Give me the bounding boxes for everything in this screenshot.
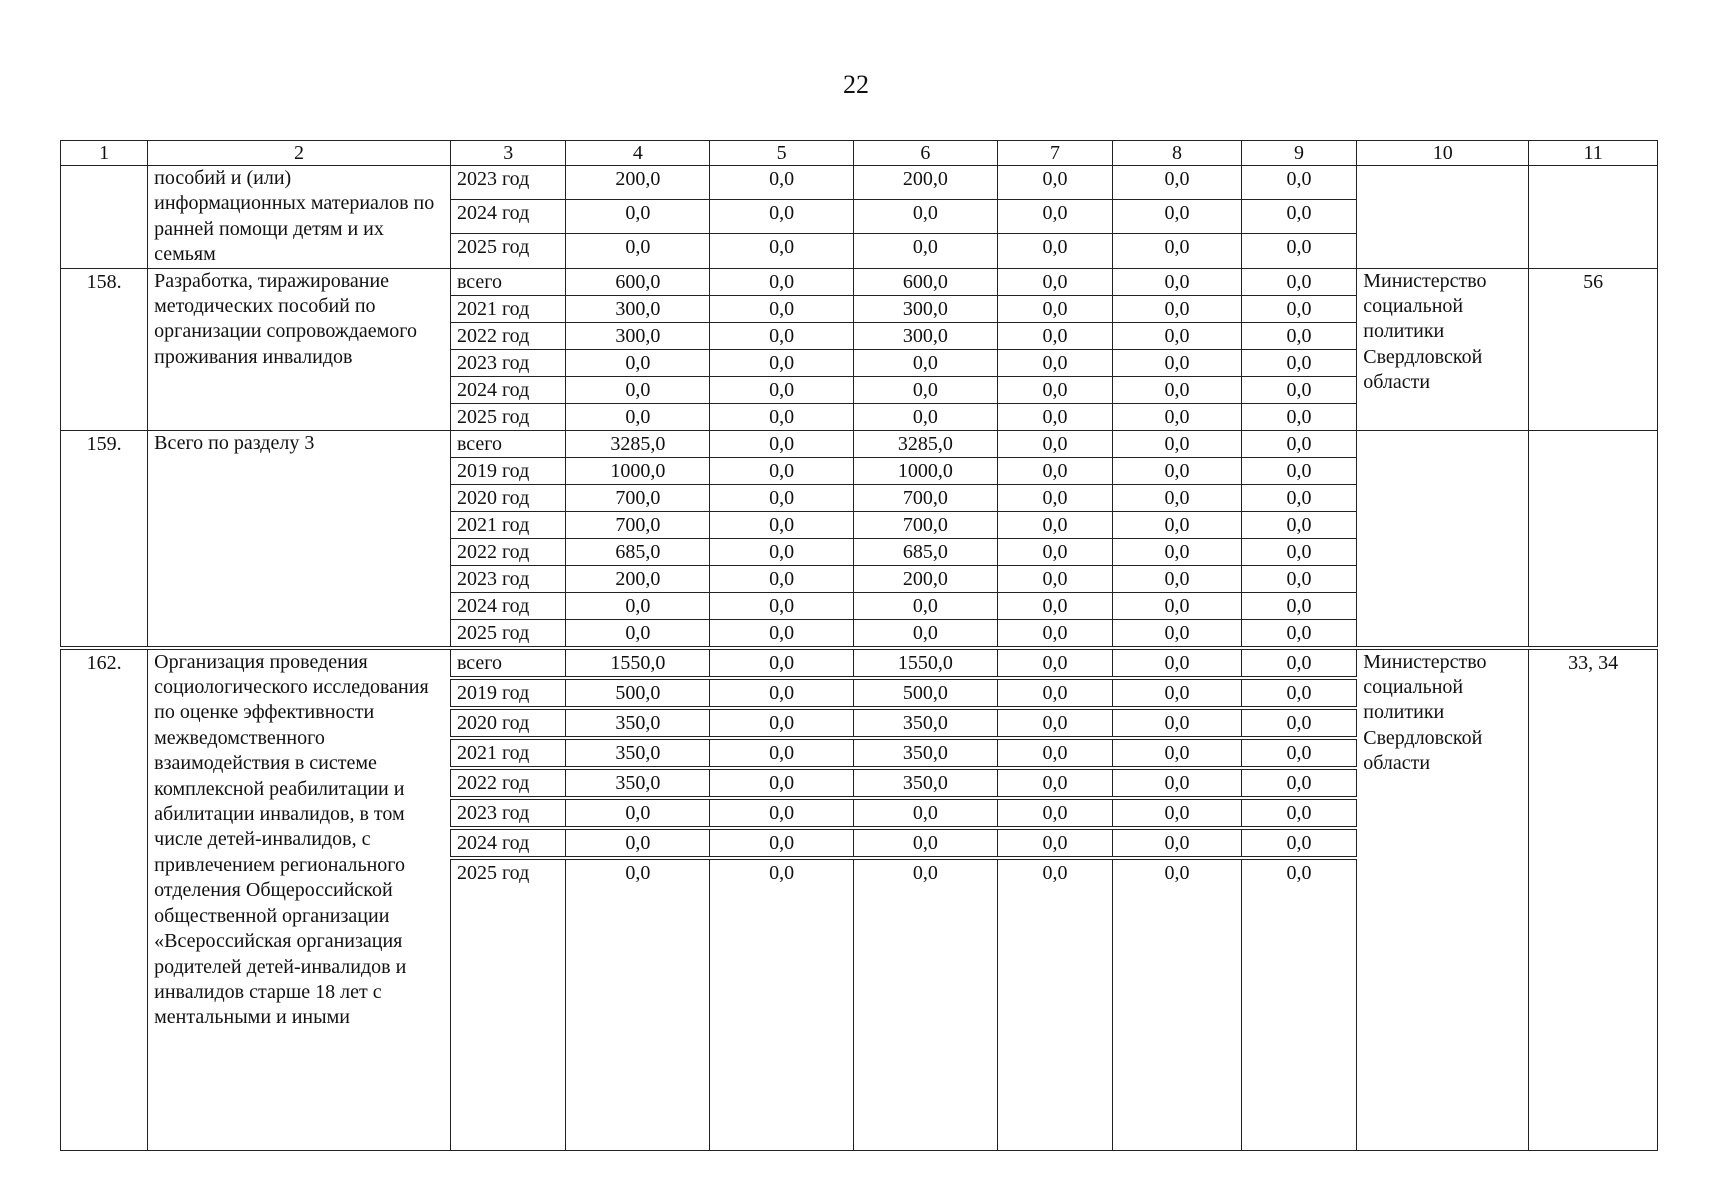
value-cell: 0,0 [710,200,854,234]
value-cell: 0,0 [997,295,1112,322]
value-cell: 0,0 [566,619,710,648]
value-cell: 0,0 [1113,592,1242,619]
value-cell: 0,0 [1241,828,1356,858]
value-cell: 0,0 [997,708,1112,738]
value-cell: 0,0 [566,828,710,858]
value-cell: 3285,0 [854,430,998,457]
value-cell: 0,0 [997,768,1112,798]
item-number: 162. [61,648,148,1151]
value-cell: 0,0 [710,349,854,376]
value-cell: 0,0 [997,484,1112,511]
value-cell: 0,0 [1113,858,1242,1151]
value-cell: 0,0 [854,234,998,268]
value-cell: 0,0 [1113,798,1242,828]
value-cell: 1000,0 [566,457,710,484]
column-header: 3 [450,141,565,166]
value-cell: 0,0 [566,403,710,430]
value-cell: 0,0 [710,565,854,592]
value-cell: 0,0 [1113,511,1242,538]
value-cell: 0,0 [997,457,1112,484]
table-row [61,268,1658,295]
item-name: Всего по разделу 3 [148,430,451,648]
value-cell: 300,0 [854,295,998,322]
value-cell: 300,0 [854,322,998,349]
value-cell: 0,0 [1241,768,1356,798]
value-cell: 350,0 [854,738,998,768]
value-cell: 0,0 [1113,738,1242,768]
value-cell: 0,0 [997,648,1112,678]
column-header: 5 [710,141,854,166]
value-cell: 0,0 [1113,648,1242,678]
value-cell: 0,0 [997,828,1112,858]
value-cell: 0,0 [1241,592,1356,619]
value-cell: 0,0 [1113,430,1242,457]
value-cell: 0,0 [710,538,854,565]
value-cell: 0,0 [710,738,854,768]
period-cell: 2024 год [450,592,565,619]
table-group [61,268,1658,430]
value-cell: 0,0 [1241,858,1356,1151]
column-header: 11 [1529,141,1658,166]
value-cell: 0,0 [566,349,710,376]
value-cell: 350,0 [854,708,998,738]
value-cell: 700,0 [854,484,998,511]
value-cell: 0,0 [854,592,998,619]
column-number-row [61,141,1658,166]
column-header: 1 [61,141,148,166]
period-cell: всего [450,648,565,678]
value-cell: 1000,0 [854,457,998,484]
page-number: 22 [843,70,869,99]
item-name: Разработка, тиражирование методических пособий по организации сопровождаемого проживания инвалидов [148,268,451,430]
value-cell: 200,0 [566,166,710,200]
value-cell: 0,0 [1241,484,1356,511]
column-header: 2 [148,141,451,166]
period-cell: 2023 год [450,565,565,592]
value-cell: 0,0 [1241,678,1356,708]
value-cell: 0,0 [710,768,854,798]
value-cell: 0,0 [854,376,998,403]
value-cell: 0,0 [566,376,710,403]
period-cell: 2022 год [450,768,565,798]
value-cell: 0,0 [710,403,854,430]
value-cell: 0,0 [997,565,1112,592]
item-number [61,166,148,269]
value-cell: 0,0 [1241,430,1356,457]
period-cell: всего [450,268,565,295]
value-cell: 0,0 [710,295,854,322]
value-cell: 0,0 [1113,403,1242,430]
value-cell: 0,0 [997,166,1112,200]
value-cell: 0,0 [1113,484,1242,511]
value-cell: 0,0 [854,828,998,858]
value-cell: 0,0 [997,678,1112,708]
period-cell: 2023 год [450,349,565,376]
column-header: 9 [1241,141,1356,166]
value-cell: 0,0 [710,648,854,678]
value-cell: 200,0 [854,565,998,592]
value-cell: 0,0 [1241,798,1356,828]
value-cell: 0,0 [1241,538,1356,565]
value-cell: 0,0 [997,234,1112,268]
table-group [61,648,1658,1151]
period-cell: 2021 год [450,511,565,538]
value-cell: 0,0 [710,166,854,200]
period-cell: 2020 год [450,708,565,738]
value-cell: 700,0 [854,511,998,538]
value-cell: 0,0 [1241,200,1356,234]
value-cell: 0,0 [710,619,854,648]
value-cell: 0,0 [710,678,854,708]
value-cell: 350,0 [566,708,710,738]
value-cell: 0,0 [1113,200,1242,234]
value-cell: 0,0 [566,858,710,1151]
value-cell: 0,0 [854,200,998,234]
column-header: 7 [997,141,1112,166]
value-cell: 300,0 [566,295,710,322]
value-cell: 0,0 [1113,166,1242,200]
period-cell: 2025 год [450,234,565,268]
value-cell: 0,0 [1113,565,1242,592]
value-cell: 0,0 [566,798,710,828]
value-cell: 0,0 [997,511,1112,538]
value-cell: 0,0 [997,322,1112,349]
value-cell: 685,0 [854,538,998,565]
value-cell: 0,0 [854,858,998,1151]
value-cell: 685,0 [566,538,710,565]
table-row [61,430,1658,457]
responsible-org: Министерство социальной политики Свердловской области [1357,268,1529,430]
value-cell: 0,0 [997,403,1112,430]
target-indicator-ref: 56 [1529,268,1658,430]
value-cell: 0,0 [566,592,710,619]
value-cell: 0,0 [710,484,854,511]
value-cell: 0,0 [1241,322,1356,349]
value-cell: 0,0 [1241,708,1356,738]
value-cell: 0,0 [1113,678,1242,708]
value-cell: 0,0 [710,798,854,828]
responsible-org [1357,166,1529,269]
value-cell: 1550,0 [566,648,710,678]
period-cell: 2024 год [450,828,565,858]
period-cell: 2021 год [450,738,565,768]
value-cell: 0,0 [1113,234,1242,268]
value-cell: 600,0 [854,268,998,295]
value-cell: 0,0 [710,457,854,484]
period-cell: 2023 год [450,166,565,200]
table-row [61,166,1658,200]
value-cell: 1550,0 [854,648,998,678]
value-cell: 0,0 [1241,457,1356,484]
value-cell: 350,0 [566,738,710,768]
target-indicator-ref [1529,430,1658,648]
value-cell: 0,0 [1113,349,1242,376]
value-cell: 0,0 [997,268,1112,295]
value-cell: 0,0 [1241,648,1356,678]
period-cell: 2025 год [450,619,565,648]
value-cell: 0,0 [1241,738,1356,768]
value-cell: 300,0 [566,322,710,349]
value-cell: 0,0 [1113,538,1242,565]
value-cell: 0,0 [1113,457,1242,484]
item-number: 159. [61,430,148,648]
value-cell: 0,0 [997,376,1112,403]
value-cell: 200,0 [566,565,710,592]
value-cell: 0,0 [997,200,1112,234]
value-cell: 0,0 [997,858,1112,1151]
item-name: Организация проведения социологического исследования по оценке эффективности межведомственного взаимодействия в системе комплексной реабилитации и абилитации инвалидов, в том числе детей-инвалидов, с привлечением регионального отделения Общероссийской общественной организации «Всероссийская организация родителей детей-инвалидов и инвалидов старше 18 лет с ментальными и иными [148,648,451,1151]
value-cell: 350,0 [566,768,710,798]
period-cell: 2025 год [450,858,565,1151]
value-cell: 600,0 [566,268,710,295]
value-cell: 0,0 [710,511,854,538]
target-indicator-ref: 33, 34 [1529,648,1658,1151]
value-cell: 0,0 [1241,511,1356,538]
value-cell: 0,0 [854,619,998,648]
value-cell: 0,0 [997,430,1112,457]
period-cell: 2021 год [450,295,565,322]
value-cell: 0,0 [997,798,1112,828]
value-cell: 0,0 [997,538,1112,565]
column-header: 8 [1113,141,1242,166]
period-cell: 2025 год [450,403,565,430]
value-cell: 0,0 [1113,376,1242,403]
value-cell: 0,0 [997,619,1112,648]
value-cell: 0,0 [1113,268,1242,295]
value-cell: 0,0 [710,430,854,457]
value-cell: 0,0 [1241,349,1356,376]
period-cell: 2022 год [450,538,565,565]
value-cell: 700,0 [566,484,710,511]
target-indicator-ref [1529,166,1658,269]
value-cell: 350,0 [854,768,998,798]
value-cell: 0,0 [1241,166,1356,200]
value-cell: 0,0 [710,592,854,619]
value-cell: 0,0 [566,200,710,234]
value-cell: 0,0 [1241,619,1356,648]
value-cell: 0,0 [997,738,1112,768]
value-cell: 0,0 [854,798,998,828]
value-cell: 0,0 [1113,708,1242,738]
value-cell: 0,0 [1241,295,1356,322]
value-cell: 500,0 [854,678,998,708]
column-header: 10 [1357,141,1529,166]
value-cell: 0,0 [566,234,710,268]
value-cell: 0,0 [997,349,1112,376]
table-row [61,648,1658,678]
period-cell: 2019 год [450,678,565,708]
table-group [61,166,1658,269]
column-header: 6 [854,141,998,166]
period-cell: 2019 год [450,457,565,484]
value-cell: 200,0 [854,166,998,200]
value-cell: 0,0 [1241,376,1356,403]
value-cell: 0,0 [710,268,854,295]
value-cell: 0,0 [710,858,854,1151]
value-cell: 0,0 [1241,403,1356,430]
value-cell: 0,0 [1113,619,1242,648]
value-cell: 0,0 [1241,268,1356,295]
period-cell: 2022 год [450,322,565,349]
item-number: 158. [61,268,148,430]
value-cell: 0,0 [1113,768,1242,798]
responsible-org [1357,430,1529,648]
value-cell: 0,0 [1113,295,1242,322]
value-cell: 500,0 [566,678,710,708]
value-cell: 0,0 [1113,322,1242,349]
value-cell: 0,0 [710,828,854,858]
period-cell: 2023 год [450,798,565,828]
column-header: 4 [566,141,710,166]
value-cell: 3285,0 [566,430,710,457]
period-cell: 2024 год [450,200,565,234]
value-cell: 0,0 [1241,565,1356,592]
period-cell: всего [450,430,565,457]
item-name: пособий и (или) информационных материалов по ранней помощи детям и их семьям [148,166,451,269]
value-cell: 0,0 [1113,828,1242,858]
table-group [61,430,1658,648]
value-cell: 700,0 [566,511,710,538]
responsible-org: Министерство социальной политики Свердловской области [1357,648,1529,1151]
value-cell: 0,0 [710,322,854,349]
period-cell: 2020 год [450,484,565,511]
value-cell: 0,0 [854,349,998,376]
value-cell: 0,0 [710,708,854,738]
value-cell: 0,0 [710,234,854,268]
value-cell: 0,0 [997,592,1112,619]
value-cell: 0,0 [1241,234,1356,268]
value-cell: 0,0 [710,376,854,403]
value-cell: 0,0 [854,403,998,430]
period-cell: 2024 год [450,376,565,403]
budget-table [60,140,1658,1151]
